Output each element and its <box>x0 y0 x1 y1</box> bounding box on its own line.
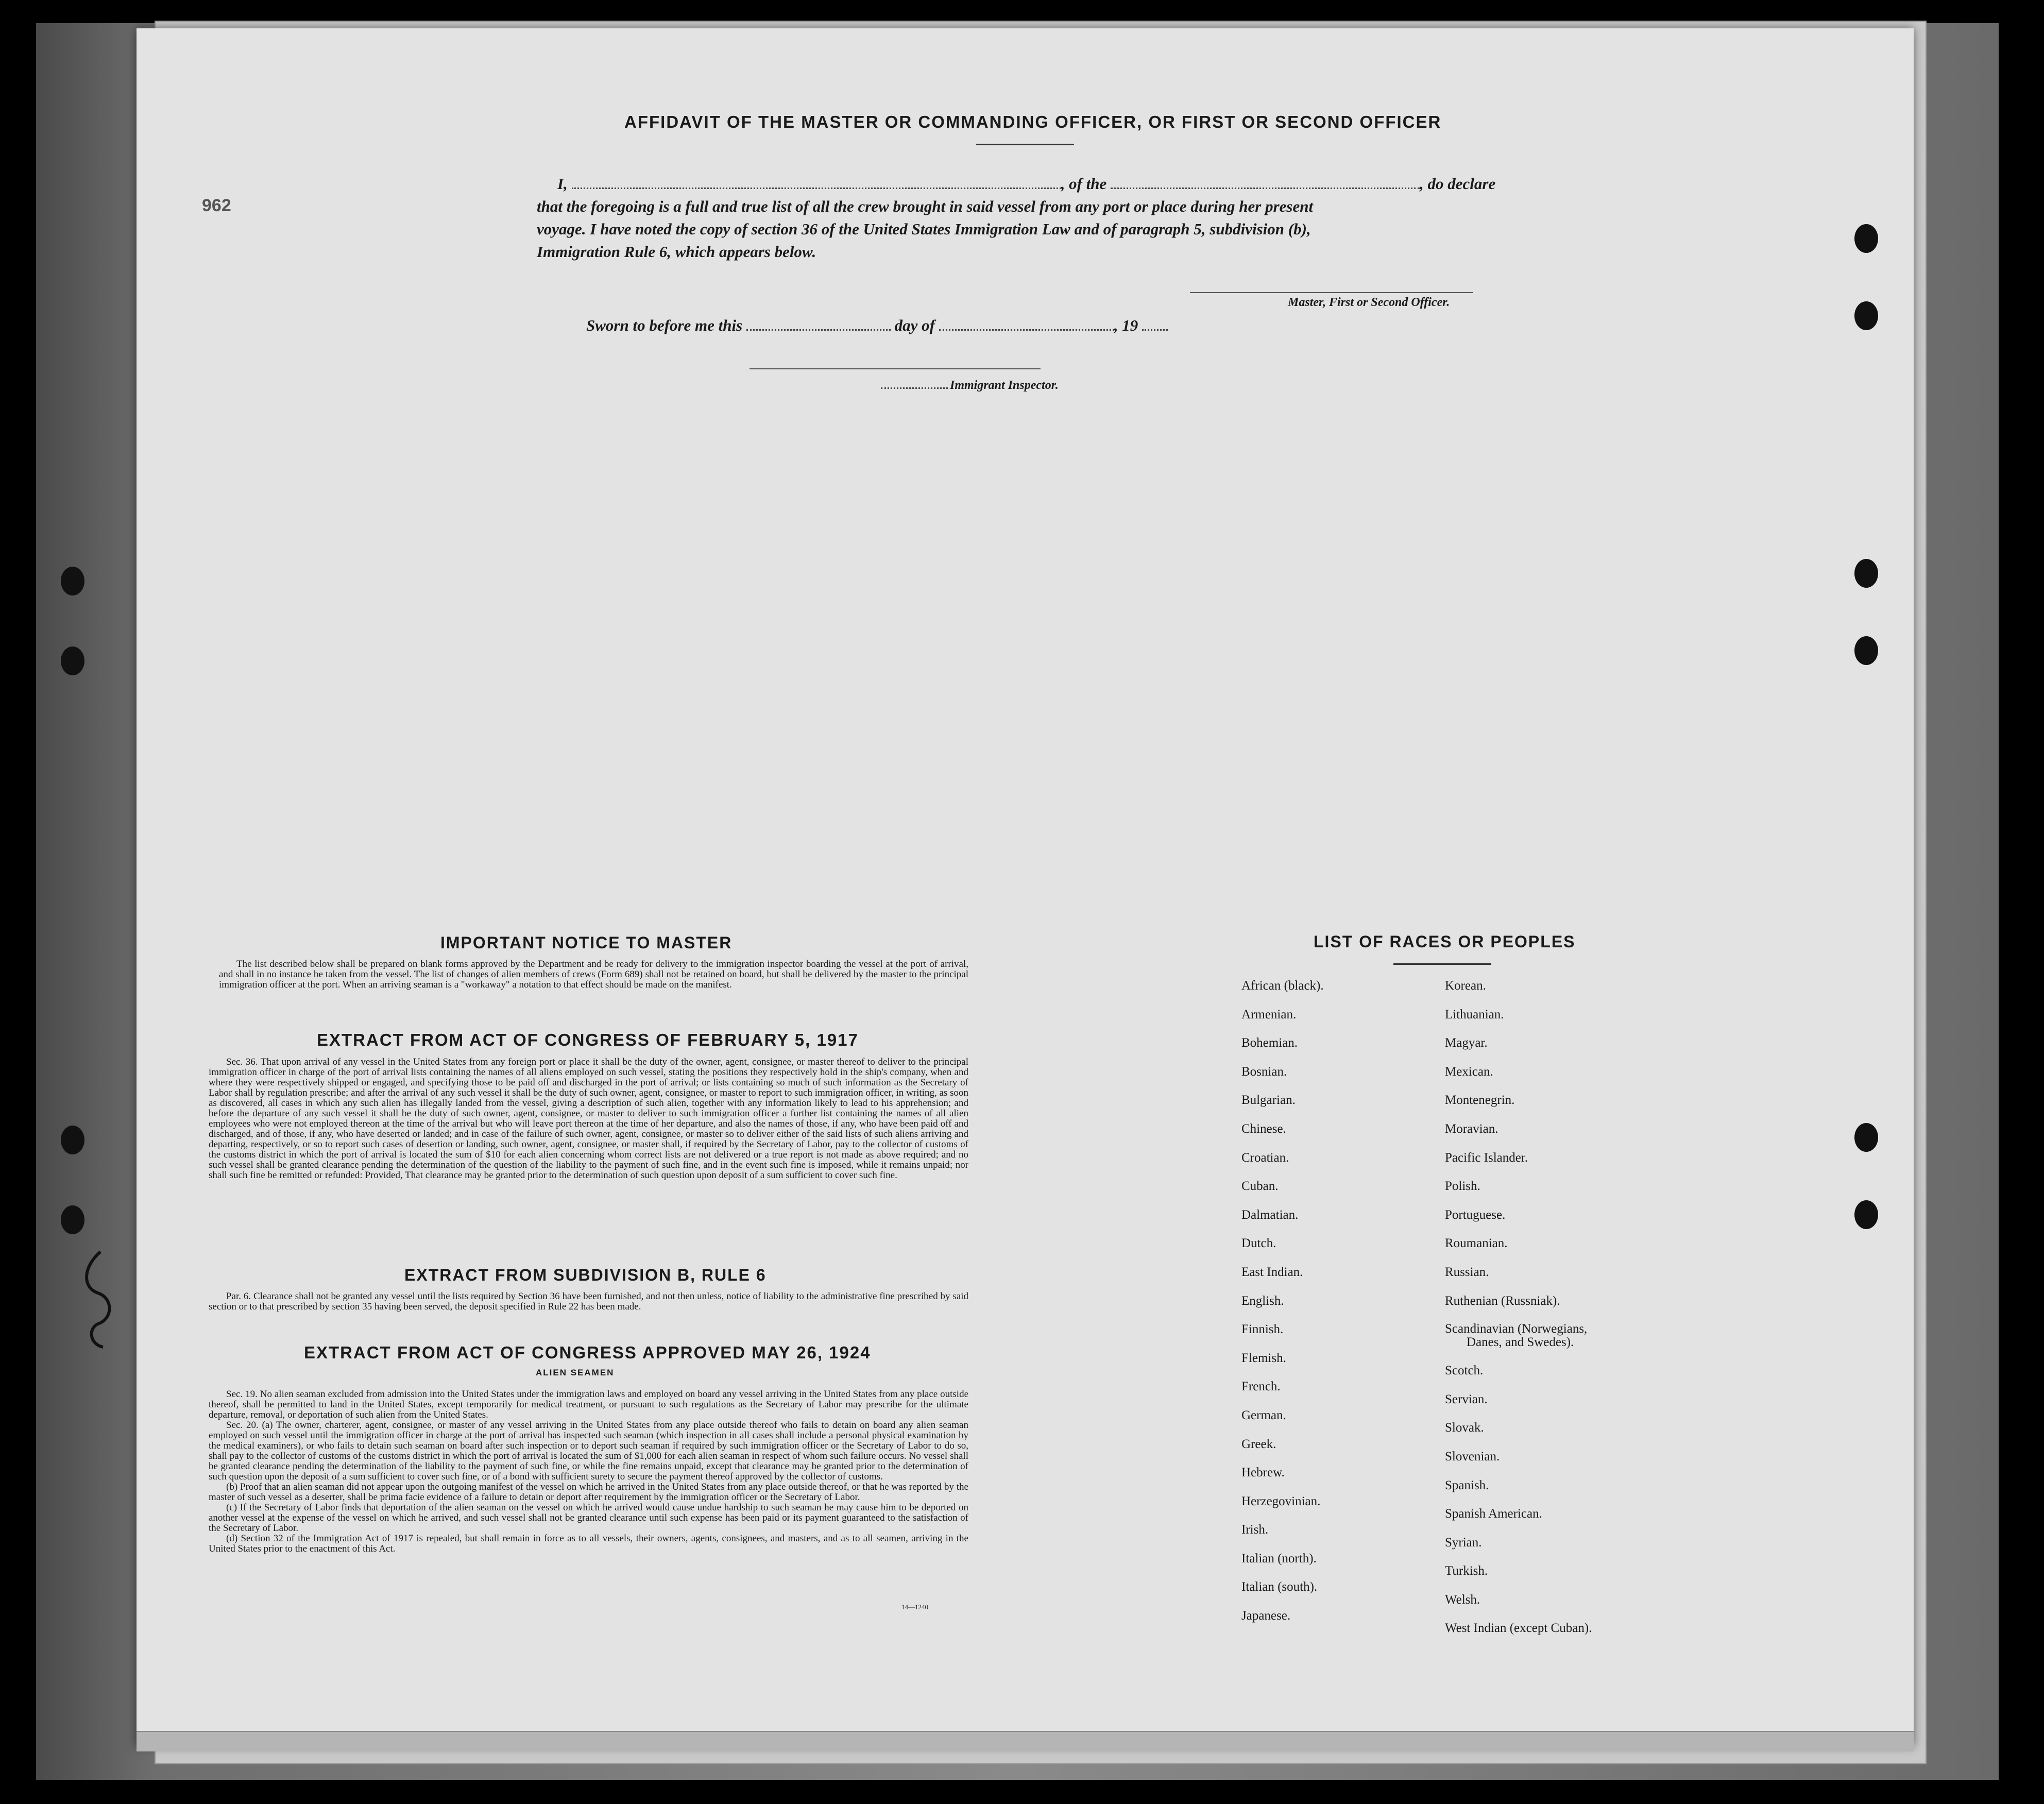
race-item: African (black). <box>1241 979 1324 993</box>
race-item: Spanish. <box>1445 1478 1489 1492</box>
binder-hole <box>61 567 84 595</box>
sworn-day-label: day of <box>894 316 935 334</box>
race-item: Flemish. <box>1241 1351 1286 1365</box>
binder-hole <box>1854 224 1878 253</box>
sec-19-paragraph: Sec. 19. No alien seaman excluded from admission into the United States under the immigration laws and employed on board any vessel arriving in the United States from any place outside thereof, shall be permitted to land in the United States, except temporarily for medical treatment, or pursuant to such regulations as the Secretary of Labor may prescribe for the ultimate departure, removal, or deportation of such alien from the United States. <box>209 1389 968 1420</box>
races-underline <box>1393 963 1491 965</box>
sec-20b-paragraph: (b) Proof that an alien seaman did not appear upon the outgoing manifest of the vessel on which he arrived in the United States from any place outside thereof, or that he was reported by the master of such vessel as a deserter, shall be prima facie evidence of a failure to detain or deport after requirement by the immigration officer or the Secretary of Labor. <box>209 1482 968 1503</box>
race-item: Croatian. <box>1241 1150 1289 1165</box>
race-item: Pacific Islander. <box>1445 1150 1528 1165</box>
affidavit-line-2: that the foregoing is a full and true list of all the crew brought in said vessel from any port or place during her present <box>537 197 1314 215</box>
extract-rule6-title: EXTRACT FROM SUBDIVISION B, RULE 6 <box>404 1266 766 1284</box>
race-item: Welsh. <box>1445 1592 1480 1607</box>
inspector-signature-line[interactable] <box>750 368 1041 369</box>
declarant-prefix: I, <box>557 175 568 193</box>
declarant-name-field[interactable] <box>572 188 1061 189</box>
inspector-label: Immigrant Inspector. <box>950 379 1059 392</box>
page-edge <box>137 1731 1914 1751</box>
binder-hole <box>1854 559 1878 588</box>
notice-text <box>219 959 968 990</box>
race-item: Portuguese. <box>1445 1207 1506 1222</box>
notice-paragraph: The list described below shall be prepared on blank forms approved by the Department and be ready for delivery to the immigration inspector boarding the vessel at the port of arrival, and shall in no instance be taken from the vessel. The list of changes of alien members of crews (Form 689) shall not be retained on board, but shall be delivered by the master to the principal immigration officer at the port. When an arriving seaman is a "workaway" a notation to that effect should be made on the manifest. <box>219 959 968 990</box>
race-item: Moravian. <box>1445 1121 1498 1136</box>
race-item: Roumanian. <box>1445 1236 1508 1251</box>
race-item: Bulgarian. <box>1241 1093 1296 1108</box>
master-signature-line[interactable] <box>1190 292 1473 293</box>
pencil-loop-mark <box>77 1247 124 1350</box>
race-item: Montenegrin. <box>1445 1093 1515 1108</box>
race-item: Finnish. <box>1241 1322 1284 1337</box>
race-item: Italian (north). <box>1241 1551 1317 1565</box>
sworn-year-label: , 19 <box>1114 316 1138 334</box>
race-item-line: Scandinavian (Norwegians, <box>1445 1322 1588 1336</box>
extract-1924-title: EXTRACT FROM ACT OF CONGRESS APPROVED MAY 26, 1924 <box>304 1343 871 1362</box>
race-item: Dalmatian. <box>1241 1207 1299 1222</box>
race-item: Herzegovinian. <box>1241 1494 1321 1508</box>
binder-hole <box>61 1205 84 1234</box>
vessel-name-field[interactable] <box>1111 188 1420 189</box>
race-item-line: Danes, and Swedes). <box>1467 1335 1574 1350</box>
affidavit-line-3: voyage. I have noted the copy of section 36 of the United States Immigration Law and of paragraph 5, subdivision (b), <box>537 220 1311 238</box>
race-item: French. <box>1241 1380 1281 1394</box>
race-item: Ruthenian (Russniak). <box>1445 1294 1560 1308</box>
race-item <box>1445 1315 1592 1356</box>
affidavit-title: AFFIDAVIT OF THE MASTER OR COMMANDING OFFICER, OR FIRST OR SECOND OFFICER <box>624 112 1442 131</box>
declarant-suffix: , do declare <box>1420 175 1496 193</box>
race-item: Greek. <box>1241 1437 1276 1451</box>
sworn-date-field[interactable] <box>746 329 891 331</box>
sec-20c-paragraph: (c) If the Secretary of Labor finds that deportation of the alien seaman on the vessel on which he arrived would cause undue hardship to such seaman he may cause him to be deported on another vessel at the expense of the vessel on which he arrived, and such vessel shall not be granted clearance until such expense has been paid or its payment guaranteed to the satisfaction of the Secretary of Labor. <box>209 1502 968 1534</box>
binder-hole <box>1854 1123 1878 1152</box>
notice-title: IMPORTANT NOTICE TO MASTER <box>440 933 733 952</box>
sec-20d-paragraph: (d) Section 32 of the Immigration Act of 1917 is repealed, but shall remain in force as to all vessels, their owners, agents, consignees, and masters, and as to all seamen, arriving in the United States prior to the enactment of this Act. <box>209 1533 968 1554</box>
race-item: Turkish. <box>1445 1564 1488 1578</box>
race-item: Cuban. <box>1241 1179 1279 1194</box>
race-item: Armenian. <box>1241 1007 1297 1022</box>
race-item: Russian. <box>1445 1265 1489 1279</box>
race-item: Japanese. <box>1241 1609 1291 1623</box>
declarant-mid: , of the <box>1061 175 1107 193</box>
affidavit-line-4: Immigration Rule 6, which appears below. <box>537 243 816 261</box>
race-item: West Indian (except Cuban). <box>1445 1621 1592 1636</box>
race-item: Italian (south). <box>1241 1580 1318 1594</box>
race-item: East Indian. <box>1241 1265 1303 1279</box>
extract-1917-text <box>209 1057 968 1181</box>
race-item: Dutch. <box>1241 1236 1276 1251</box>
binder-hole <box>1854 636 1878 665</box>
race-item: Chinese. <box>1241 1121 1286 1136</box>
race-item: Slovak. <box>1445 1421 1484 1435</box>
binder-hole <box>1854 1200 1878 1229</box>
race-item: Servian. <box>1445 1392 1488 1406</box>
races-right-column <box>1445 972 1592 1643</box>
race-item: Magyar. <box>1445 1036 1488 1050</box>
sworn-year-field[interactable] <box>1142 329 1168 331</box>
extract-rule6-text <box>209 1291 968 1312</box>
binder-hole <box>1854 301 1878 330</box>
extract-1917-title: EXTRACT FROM ACT OF CONGRESS OF FEBRUARY 5, 1917 <box>317 1030 859 1049</box>
race-item: Polish. <box>1445 1179 1480 1194</box>
inspector-signature-row <box>881 379 1059 393</box>
binder-hole <box>61 1126 84 1154</box>
sworn-line <box>586 314 1168 337</box>
affidavit-body <box>537 173 1515 263</box>
race-item: Scotch. <box>1445 1364 1484 1378</box>
races-left-column <box>1241 972 1324 1630</box>
extract-1924-text <box>209 1389 968 1554</box>
race-item: Bosnian. <box>1241 1064 1287 1079</box>
race-item: Korean. <box>1445 979 1486 993</box>
race-item: Mexican. <box>1445 1064 1493 1079</box>
margin-mark: 962 <box>202 196 231 215</box>
title-underline <box>976 144 1074 145</box>
sec-20a-paragraph: Sec. 20. (a) The owner, charterer, agent, consignee, or master of any vessel arriving in the United States from any place outside thereof who fails to detain on board any alien seaman employed on such vessel until the immigration officer in charge at the port of arrival has inspected such seaman (which inspection in all cases shall include a personal physical examination by the medical examiners), or who fails to detain such seaman on board after such inspection or to deport such seaman if required by such immigration officer or the Secretary of Labor to do so, shall pay to the collector of customs of the customs district in which the port of arrival is located the sum of $1,000 for each alien seaman in respect of whom such failure occurs. No vessel shall be granted clearance pending the determination of the liability to the payment of such fine, or while the fine remains unpaid, except that clearance may be granted prior to the determination of such question upon the deposit of a sum sufficient to cover such fine, or of a bond with sufficient surety to secure the payment thereof approved by the collector of customs. <box>209 1420 968 1482</box>
race-item: Bohemian. <box>1241 1036 1298 1050</box>
par-6-paragraph: Par. 6. Clearance shall not be granted any vessel until the lists required by Section 36 have been furnished, and not then unless, notice of liability to the administrative fine prescribed by said section or to that prescribed by section 35 having been served, the deposit specified in Rule 22 has been made. <box>209 1291 968 1312</box>
race-item: English. <box>1241 1294 1284 1308</box>
sworn-month-field[interactable] <box>939 329 1114 331</box>
binder-hole <box>61 646 84 675</box>
master-signature-label: Master, First or Second Officer. <box>1288 296 1450 309</box>
race-item: Hebrew. <box>1241 1466 1285 1480</box>
race-item: German. <box>1241 1408 1286 1422</box>
race-item: Spanish American. <box>1445 1507 1542 1521</box>
alien-seamen-subtitle: ALIEN SEAMEN <box>536 1368 615 1377</box>
race-item: Syrian. <box>1445 1535 1482 1550</box>
race-item: Lithuanian. <box>1445 1007 1504 1022</box>
sworn-prefix: Sworn to before me this <box>586 316 743 334</box>
section-36-paragraph: Sec. 36. That upon arrival of any vessel in the United States from any foreign port or place it shall be the duty of the owner, agent, consignee, or master thereof to deliver to the principal immigration officer in charge of the port of arrival lists containing the names of all aliens employed on such vessel, stating the positions they respectively hold in the ship's company, when and where they were respectively shipped or engaged, and specifying those to be paid off and discharged in the port of arrival; or lists containing so much of such information as the Secretary of Labor shall by regulation prescribe; and after the arrival of any such vessel it shall be the duty of such owner, agent, consignee, or master to report to such immigration officer, in writing, as soon as discovered, all cases in which any such alien has illegally landed from the vessel, giving a description of such alien, together with any information likely to lead to his apprehension; and before the departure of any such vessel it shall be the duty of such owner, agent, consignee, or master to deliver to such immigration officer a further list containing the names of all alien employees who were not employed thereon at the time of the arrival but who will leave port thereon at the time of her departure, and also the names of those, if any, who have been paid off and discharged, and of those, if any, who have deserted or landed; and in case of the failure of such owner, agent, consignee, or master so to deliver either of the said lists of such aliens arriving and departing, respectively, or so to report such cases of desertion or landing, such owner, agent, consignee, or master shall, if required by the Secretary of Labor, pay to the collector of customs of the customs district in which the port of arrival is located the sum of $10 for each alien concerning whom correct lists are not delivered or a true report is not made as above required; and no such vessel shall be granted clearance pending the determination of the question of the liability to the payment of such fine, and in the event such fine is imposed, while it remains unpaid; nor shall such fine be remitted or refunded: Provided, That clearance may be granted prior to the determination of such question upon deposit of a sum sufficient to cover such fine. <box>209 1057 968 1181</box>
race-item: Irish. <box>1241 1523 1269 1537</box>
races-title: LIST OF RACES OR PEOPLES <box>1314 932 1576 951</box>
form-number: 14—1240 <box>901 1603 928 1611</box>
race-item: Slovenian. <box>1445 1449 1500 1463</box>
inspector-dots <box>881 387 948 389</box>
